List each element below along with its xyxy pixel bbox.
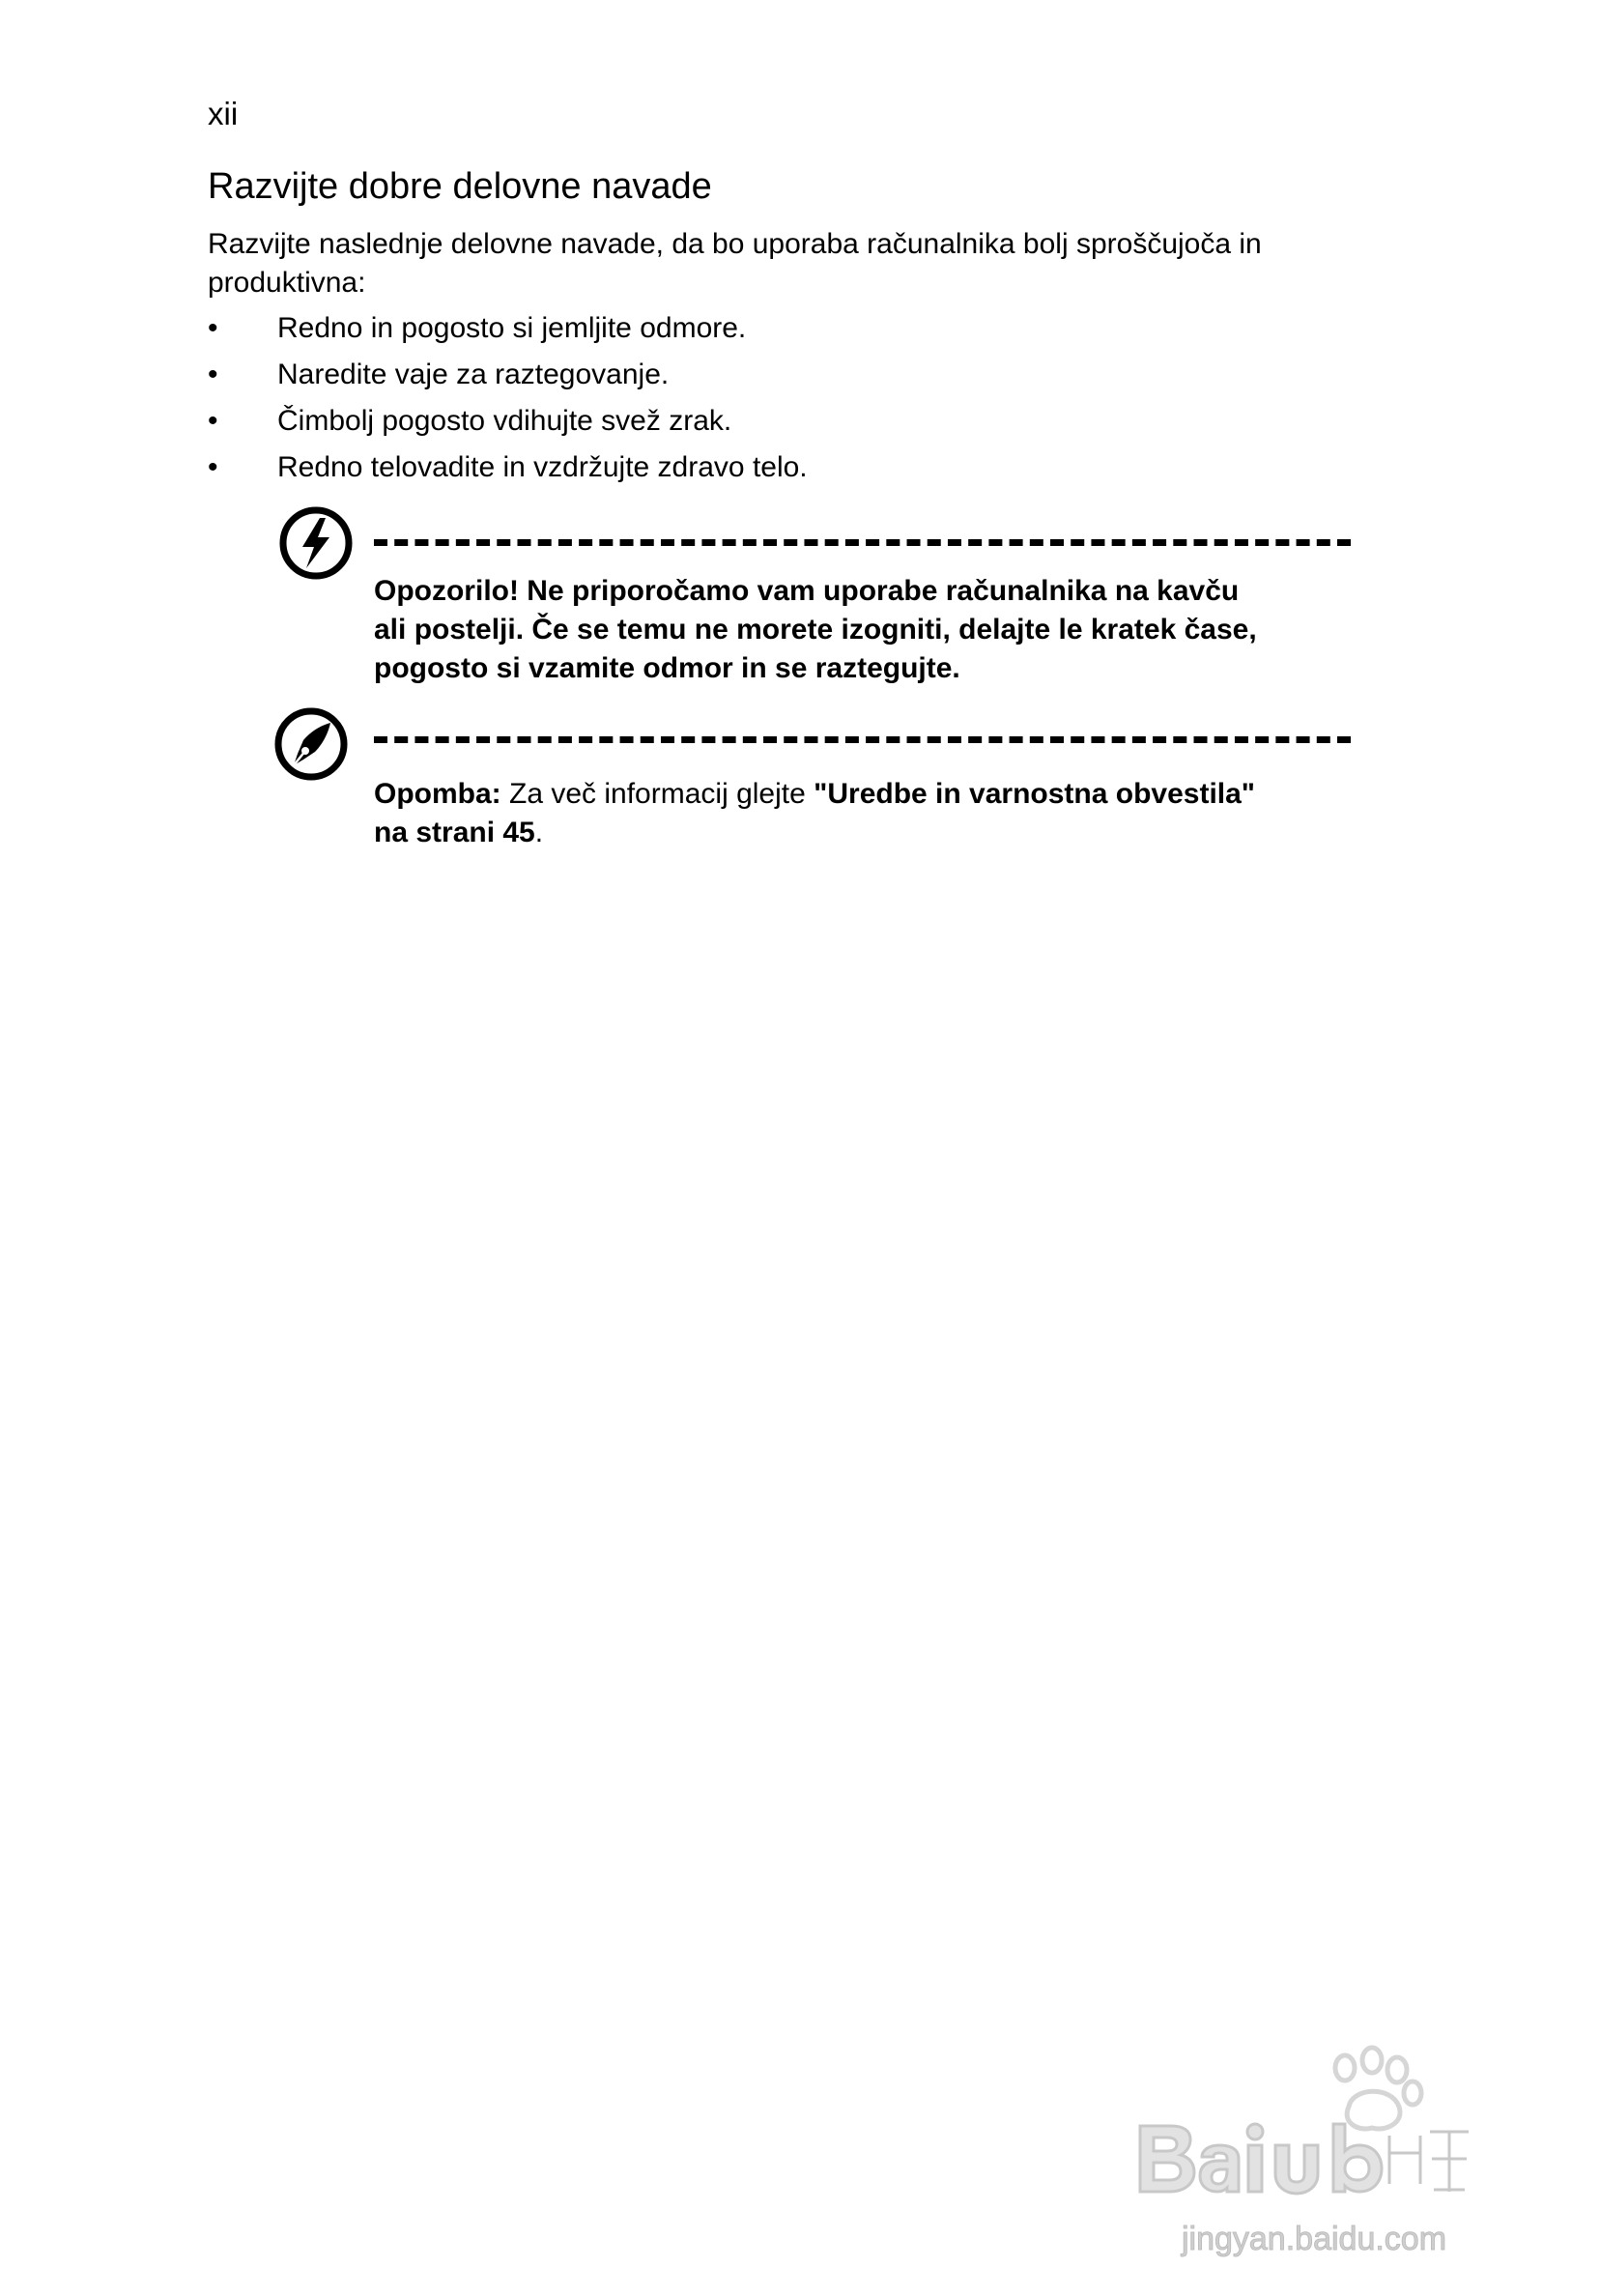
note-end: . [534,817,544,848]
intro-paragraph: Razvijte naslednje delovne navade, da bo uporaba računalnika bolj sproščujoča in produktivna: [208,228,1262,299]
note-text [374,775,1350,852]
bullet-text: Naredite vaje za raztegovanje. [277,359,670,390]
bullet-symbol: • [208,359,218,390]
svg-text:jingyan.baidu.com: jingyan.baidu.com [1181,2221,1447,2257]
warning-text [374,572,1350,688]
warning-divider [374,539,1351,546]
bullet-text: Čimbolj pogosto vdihujte svež zrak. [277,405,732,437]
note-label: Opomba: [374,778,501,810]
note-page-ref[interactable]: na strani 45 [374,817,535,848]
bullet-text: Redno in pogosto si jemljite odmore. [277,312,747,344]
bullet-symbol: • [208,312,218,344]
section-heading: Razvijte dobre delovne navade [208,166,712,207]
note-line-2 [374,814,1350,852]
warning-lightning-icon [277,504,355,582]
note-line-1 [374,775,1350,814]
note-reference[interactable]: "Uredbe in varnostna obvestila" [814,778,1256,810]
bullet-symbol: • [208,451,218,483]
bullet-text: Redno telovadite in vzdržujte zdravo telo. [277,451,808,483]
bullet-symbol: • [208,405,218,437]
baidu-watermark [1130,2039,1498,2271]
warning-line-3: pogosto si vzamite odmor in se raztegujte. [374,652,960,684]
warning-line-2: ali postelji. Če se temu ne morete izogniti, delajte le kratek čase, [374,614,1257,646]
warning-line-1: Opozorilo! Ne priporočamo vam uporabe računalnika na kavču [374,575,1240,607]
note-text-before: Za več informacij glejte [500,778,814,810]
note-pen-icon [272,705,350,783]
note-divider [374,736,1351,743]
page-number: xii [208,96,239,131]
